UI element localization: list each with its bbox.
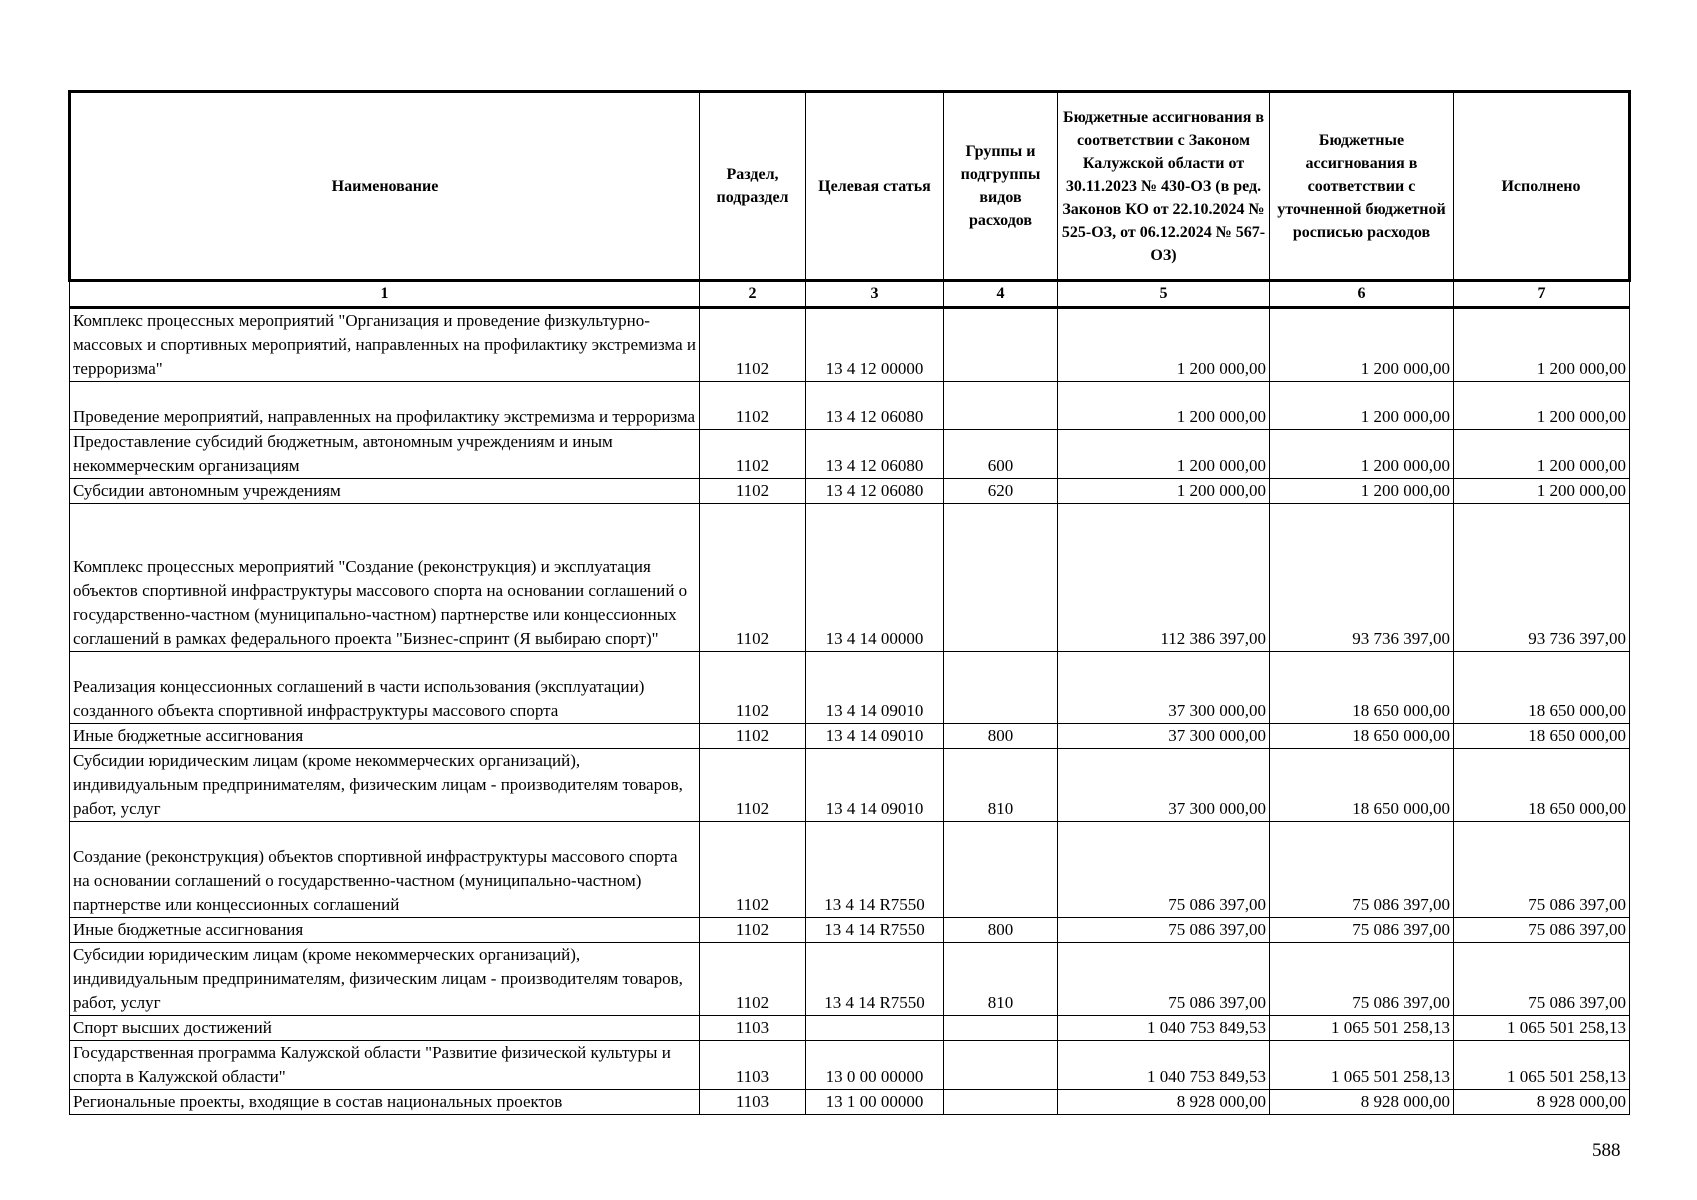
row-name: Иные бюджетные ассигнования <box>70 724 700 749</box>
row-name: Реализация концессионных соглашений в части использования (эксплуатации) созданного объекта спортивной инфраструктуры массового спорта <box>70 652 700 724</box>
row-executed: 8 928 000,00 <box>1454 1090 1630 1115</box>
row-executed: 1 065 501 258,13 <box>1454 1016 1630 1041</box>
row-budget-plan: 1 200 000,00 <box>1270 308 1454 382</box>
row-group <box>944 1090 1058 1115</box>
row-article: 13 4 12 06080 <box>806 382 944 430</box>
budget-table <box>68 90 1631 1115</box>
table-row <box>70 1090 1630 1115</box>
row-executed: 93 736 397,00 <box>1454 504 1630 652</box>
table-row <box>70 382 1630 430</box>
row-budget-law: 1 040 753 849,53 <box>1058 1041 1270 1090</box>
row-budget-plan: 1 200 000,00 <box>1270 382 1454 430</box>
table-row <box>70 479 1630 504</box>
row-budget-law: 37 300 000,00 <box>1058 652 1270 724</box>
header-budget-law: Бюджетные ассигнования в соответствии с Законом Калужской области от 30.11.2023 № 430-ОЗ (в ред. Законов КО от 22.10.2024 № 525-ОЗ, от 06.12.2024 № 567-ОЗ) <box>1058 92 1270 281</box>
row-group <box>944 1041 1058 1090</box>
row-budget-plan: 75 086 397,00 <box>1270 918 1454 943</box>
row-section: 1103 <box>700 1041 806 1090</box>
row-budget-plan: 93 736 397,00 <box>1270 504 1454 652</box>
row-article: 13 4 14 09010 <box>806 724 944 749</box>
row-budget-law: 1 200 000,00 <box>1058 479 1270 504</box>
row-budget-law: 37 300 000,00 <box>1058 724 1270 749</box>
row-name: Создание (реконструкция) объектов спортивной инфраструктуры массового спорта на основании соглашений о государственно-частном (муниципально-частном) партнерстве или концессионных соглашений <box>70 822 700 918</box>
row-budget-law: 1 200 000,00 <box>1058 308 1270 382</box>
header-expense-group: Группы и подгруппы видов расходов <box>944 92 1058 281</box>
row-group <box>944 652 1058 724</box>
row-article <box>806 1016 944 1041</box>
header-section: Раздел, подраздел <box>700 92 806 281</box>
row-budget-plan: 8 928 000,00 <box>1270 1090 1454 1115</box>
row-name: Комплекс процессных мероприятий "Создание (реконструкция) и эксплуатация объектов спортивной инфраструктуры массового спорта на основании соглашений о государственно-частном (муниципально-частном) партнерстве или концессионных соглашений в рамках федерального проекта "Бизнес-спринт (Я выбираю спорт)" <box>70 504 700 652</box>
row-article: 13 0 00 00000 <box>806 1041 944 1090</box>
row-budget-law: 37 300 000,00 <box>1058 749 1270 822</box>
row-section: 1102 <box>700 479 806 504</box>
table-row <box>70 1041 1630 1090</box>
table-row <box>70 918 1630 943</box>
row-executed: 75 086 397,00 <box>1454 822 1630 918</box>
row-article: 13 4 14 R7550 <box>806 943 944 1016</box>
row-article: 13 4 12 00000 <box>806 308 944 382</box>
row-executed: 18 650 000,00 <box>1454 724 1630 749</box>
table-row <box>70 724 1630 749</box>
table-row <box>70 504 1630 652</box>
row-section: 1102 <box>700 652 806 724</box>
row-group: 620 <box>944 479 1058 504</box>
row-article: 13 4 14 00000 <box>806 504 944 652</box>
row-budget-plan: 1 065 501 258,13 <box>1270 1041 1454 1090</box>
column-number: 5 <box>1058 281 1270 308</box>
table-body <box>70 308 1630 1115</box>
row-article: 13 4 12 06080 <box>806 479 944 504</box>
header-row <box>70 92 1630 281</box>
row-name: Предоставление субсидий бюджетным, автономным учреждениям и иным некоммерческим организациям <box>70 430 700 479</box>
row-group <box>944 822 1058 918</box>
row-section: 1102 <box>700 724 806 749</box>
table-row <box>70 652 1630 724</box>
row-budget-plan: 18 650 000,00 <box>1270 724 1454 749</box>
column-number: 1 <box>70 281 700 308</box>
row-article: 13 4 14 09010 <box>806 652 944 724</box>
row-group <box>944 308 1058 382</box>
row-section: 1102 <box>700 749 806 822</box>
table-row <box>70 430 1630 479</box>
column-number: 4 <box>944 281 1058 308</box>
row-name: Комплекс процессных мероприятий "Организация и проведение физкультурно-массовых и спортивных мероприятий, направленных на профилактику экстремизма и терроризма" <box>70 308 700 382</box>
header-budget-plan: Бюджетные ассигнования в соответствии с уточненной бюджетной росписью расходов <box>1270 92 1454 281</box>
column-number: 6 <box>1270 281 1454 308</box>
row-budget-plan: 1 065 501 258,13 <box>1270 1016 1454 1041</box>
row-executed: 1 200 000,00 <box>1454 308 1630 382</box>
row-budget-plan: 18 650 000,00 <box>1270 749 1454 822</box>
row-name: Государственная программа Калужской области "Развитие физической культуры и спорта в Калужской области" <box>70 1041 700 1090</box>
row-budget-law: 1 200 000,00 <box>1058 430 1270 479</box>
row-budget-plan: 75 086 397,00 <box>1270 943 1454 1016</box>
row-section: 1102 <box>700 504 806 652</box>
row-section: 1103 <box>700 1016 806 1041</box>
row-section: 1103 <box>700 1090 806 1115</box>
row-budget-plan: 75 086 397,00 <box>1270 822 1454 918</box>
row-section: 1102 <box>700 430 806 479</box>
row-group: 810 <box>944 749 1058 822</box>
row-budget-plan: 1 200 000,00 <box>1270 479 1454 504</box>
row-article: 13 4 14 R7550 <box>806 822 944 918</box>
header-target-article: Целевая статья <box>806 92 944 281</box>
header-executed: Исполнено <box>1454 92 1630 281</box>
row-section: 1102 <box>700 822 806 918</box>
row-section: 1102 <box>700 308 806 382</box>
row-budget-law: 8 928 000,00 <box>1058 1090 1270 1115</box>
row-group <box>944 1016 1058 1041</box>
row-budget-law: 75 086 397,00 <box>1058 918 1270 943</box>
table-row <box>70 308 1630 382</box>
row-executed: 18 650 000,00 <box>1454 749 1630 822</box>
column-number-row <box>70 281 1630 308</box>
row-group: 800 <box>944 918 1058 943</box>
row-budget-law: 112 386 397,00 <box>1058 504 1270 652</box>
row-executed: 18 650 000,00 <box>1454 652 1630 724</box>
row-name: Субсидии юридическим лицам (кроме некоммерческих организаций), индивидуальным предпринимателям, физическим лицам - производителям товаров, работ, услуг <box>70 943 700 1016</box>
row-budget-plan: 18 650 000,00 <box>1270 652 1454 724</box>
row-name: Проведение мероприятий, направленных на профилактику экстремизма и терроризма <box>70 382 700 430</box>
row-group <box>944 504 1058 652</box>
row-group: 810 <box>944 943 1058 1016</box>
row-name: Спорт высших достижений <box>70 1016 700 1041</box>
row-executed: 1 200 000,00 <box>1454 382 1630 430</box>
row-budget-law: 75 086 397,00 <box>1058 943 1270 1016</box>
row-article: 13 4 14 R7550 <box>806 918 944 943</box>
column-number: 2 <box>700 281 806 308</box>
row-article: 13 1 00 00000 <box>806 1090 944 1115</box>
row-budget-law: 1 200 000,00 <box>1058 382 1270 430</box>
row-section: 1102 <box>700 918 806 943</box>
column-number: 3 <box>806 281 944 308</box>
budget-report-sheet <box>68 90 1628 1115</box>
row-executed: 1 200 000,00 <box>1454 479 1630 504</box>
row-article: 13 4 12 06080 <box>806 430 944 479</box>
row-executed: 75 086 397,00 <box>1454 918 1630 943</box>
row-group: 600 <box>944 430 1058 479</box>
table-header <box>70 92 1630 308</box>
table-row <box>70 943 1630 1016</box>
row-name: Субсидии автономным учреждениям <box>70 479 700 504</box>
column-number: 7 <box>1454 281 1630 308</box>
row-group <box>944 382 1058 430</box>
row-executed: 1 065 501 258,13 <box>1454 1041 1630 1090</box>
row-executed: 75 086 397,00 <box>1454 943 1630 1016</box>
row-article: 13 4 14 09010 <box>806 749 944 822</box>
row-section: 1102 <box>700 943 806 1016</box>
row-name: Субсидии юридическим лицам (кроме некоммерческих организаций), индивидуальным предпринимателям, физическим лицам - производителям товаров, работ, услуг <box>70 749 700 822</box>
row-name: Региональные проекты, входящие в состав национальных проектов <box>70 1090 700 1115</box>
row-executed: 1 200 000,00 <box>1454 430 1630 479</box>
row-budget-law: 75 086 397,00 <box>1058 822 1270 918</box>
header-name: Наименование <box>70 92 700 281</box>
table-row <box>70 822 1630 918</box>
table-row <box>70 749 1630 822</box>
row-budget-law: 1 040 753 849,53 <box>1058 1016 1270 1041</box>
table-row <box>70 1016 1630 1041</box>
row-name: Иные бюджетные ассигнования <box>70 918 700 943</box>
row-budget-plan: 1 200 000,00 <box>1270 430 1454 479</box>
page-number: 588 <box>1592 1140 1621 1161</box>
row-group: 800 <box>944 724 1058 749</box>
row-section: 1102 <box>700 382 806 430</box>
